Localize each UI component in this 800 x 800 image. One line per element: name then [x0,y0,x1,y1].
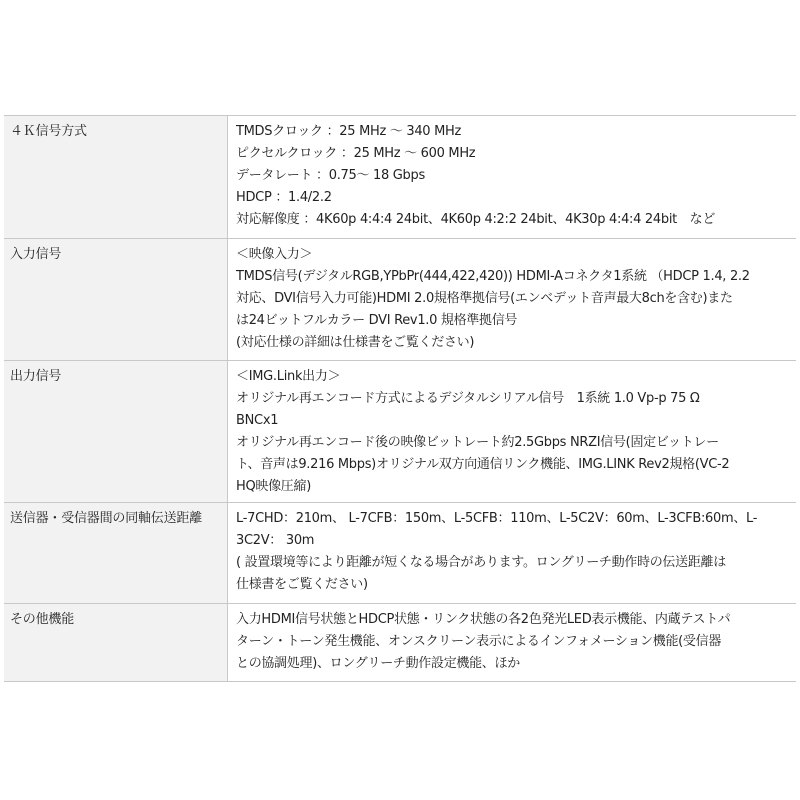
row-value [228,239,796,360]
value-line: ( 設置環境等により距離が短くなる場合があります。ロングリーチ動作時の伝送距離は [236,555,726,570]
value-line: ＜IMG.Link出力＞ [236,369,341,384]
value-line: HQ映像圧縮) [236,479,311,494]
value-line: オリジナル再エンコード後の映像ビットレート約2.5Gbps NRZI信号(固定ビットレー [236,435,719,450]
value-line: 入力HDMI信号状態とHDCP状態・リンク状態の各2色発光LED表示機能、内蔵テストパ [236,612,731,627]
row-label: その他機能 [4,604,228,681]
value-line: TMDSクロック ：25 MHz ～ 340 MHz [236,124,462,139]
value-line: ターン・トーン発生機能、オンスクリーン表示によるインフォメーション機能(受信器 [236,634,722,649]
spec-table [4,115,796,682]
spec-row-input-signal [4,239,796,361]
value-line: 仕様書をご覧ください) [236,577,368,592]
value-line: HDCP ：1.4/2.2 [236,190,332,205]
row-label: ４Ｋ信号方式 [4,116,228,238]
value-line: 対応、DVI信号入力可能)HDMI 2.0規格準拠信号(エンベデット音声最大8chを含む)また [236,291,733,306]
value-line: 3C2V： 30m [236,533,315,548]
spec-row-transmission-distance [4,503,796,604]
spec-row-output-signal [4,361,796,503]
row-value [228,503,796,603]
row-value [228,604,796,681]
value-line: 対応解像度 ：4K60p 4:4:4 24bit、4K60p 4:2:2 24bit、4K30p 4:4:4 24bit など [236,212,716,227]
row-value [228,361,796,502]
row-value [228,116,796,238]
value-line: ト、音声は9.216 Mbps)オリジナル双方向通信リンク機能、IMG.LINK Rev2規格(VC-2 [236,457,730,472]
value-line: (対応仕様の詳細は仕様書をご覧ください) [236,335,475,350]
row-label: 送信器・受信器間の同軸伝送距離 [4,503,228,603]
row-label: 入力信号 [4,239,228,360]
value-line: は24ビットフルカラー DVI Rev1.0 規格準拠信号 [236,313,518,328]
value-line: データレート ：0.75～ 18 Gbps [236,168,425,183]
value-line: との協調処理)、ロングリーチ動作設定機能、ほか [236,656,520,671]
value-line: L-7CHD：210m、 L-7CFB：150m、L-5CFB：110m、L-5C2V：60m、L-3CFB:60m、L- [236,511,758,526]
value-line: オリジナル再エンコード方式によるデジタルシリアル信号 1系統 1.0 Vp-p 75 Ω [236,391,700,406]
value-line: TMDS信号(デジタルRGB,YPbPr(444,422,420)) HDMI-Aコネクタ1系統 （HDCP 1.4, 2.2 [236,269,750,284]
row-label: 出力信号 [4,361,228,502]
value-line: BNCx1 [236,413,279,428]
value-line: ピクセルクロック ：25 MHz ～ 600 MHz [236,146,476,161]
spec-row-4k-signal [4,116,796,239]
spec-row-other-features [4,604,796,682]
value-line: ＜映像入力＞ [236,247,313,262]
